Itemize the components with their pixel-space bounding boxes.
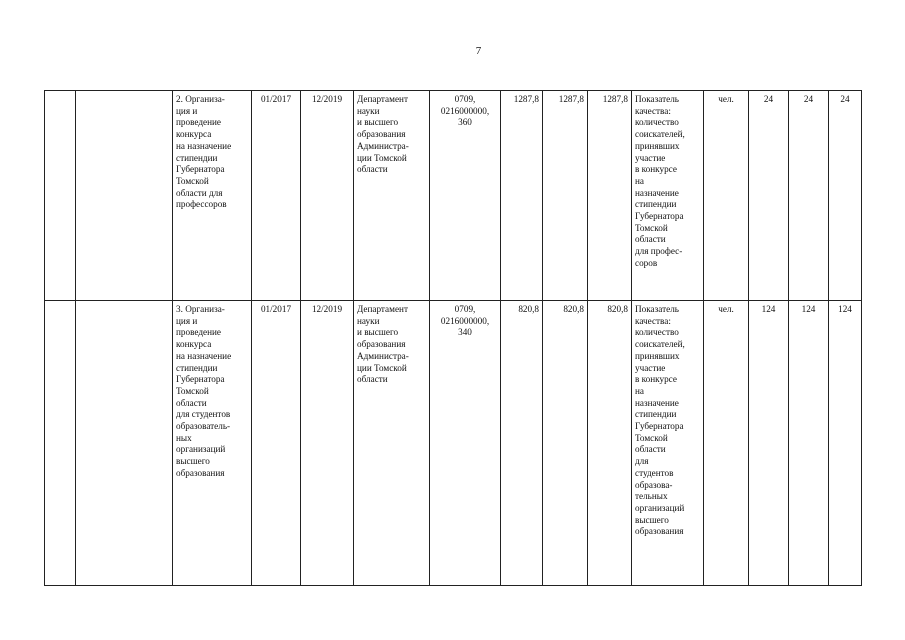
unit-cell: чел. xyxy=(704,301,749,586)
amount-cell: 820,8 xyxy=(588,301,632,586)
indicator-cell: Показатель качества: количество соискателей, принявших участие в конкурсе на назначение стипендии Губернатора Томской области для студентов образова- тельных организаций высшего образования xyxy=(632,301,704,586)
table-row xyxy=(45,91,862,301)
empty-cell xyxy=(76,91,173,301)
start-date-cell: 01/2017 xyxy=(252,91,301,301)
executor-cell: Департамент науки и высшего образования Администра- ции Томской области xyxy=(354,301,430,586)
empty-cell xyxy=(76,301,173,586)
indicator-cell: Показатель качества: количество соискателей, принявших участие в конкурсе на назначение стипендии Губернатора Томской области для профес- соров xyxy=(632,91,704,301)
amount-cell: 1287,8 xyxy=(588,91,632,301)
measures-table xyxy=(44,90,862,586)
budget-code-cell: 0709, 0216000000, 340 xyxy=(430,301,501,586)
measure-name-cell: 3. Организа- ция и проведение конкурса на назначение стипендии Губернатора Томской области для студентов образователь- ных организаций высшего образования xyxy=(173,301,252,586)
amount-cell: 1287,8 xyxy=(501,91,543,301)
target-value-cell: 124 xyxy=(789,301,829,586)
target-value-cell: 24 xyxy=(829,91,862,301)
table-row xyxy=(45,301,862,586)
unit-cell: чел. xyxy=(704,91,749,301)
amount-cell: 820,8 xyxy=(543,301,588,586)
empty-cell xyxy=(45,91,76,301)
target-value-cell: 24 xyxy=(749,91,789,301)
amount-cell: 1287,8 xyxy=(543,91,588,301)
measure-name-cell: 2. Организа- ция и проведение конкурса на назначение стипендии Губернатора Томской области для профессоров xyxy=(173,91,252,301)
end-date-cell: 12/2019 xyxy=(301,301,354,586)
page-number: 7 xyxy=(475,45,482,57)
empty-cell xyxy=(45,301,76,586)
target-value-cell: 24 xyxy=(789,91,829,301)
end-date-cell: 12/2019 xyxy=(301,91,354,301)
executor-cell: Департамент науки и высшего образования Администра- ции Томской области xyxy=(354,91,430,301)
start-date-cell: 01/2017 xyxy=(252,301,301,586)
amount-cell: 820,8 xyxy=(501,301,543,586)
target-value-cell: 124 xyxy=(829,301,862,586)
budget-code-cell: 0709, 0216000000, 360 xyxy=(430,91,501,301)
target-value-cell: 124 xyxy=(749,301,789,586)
